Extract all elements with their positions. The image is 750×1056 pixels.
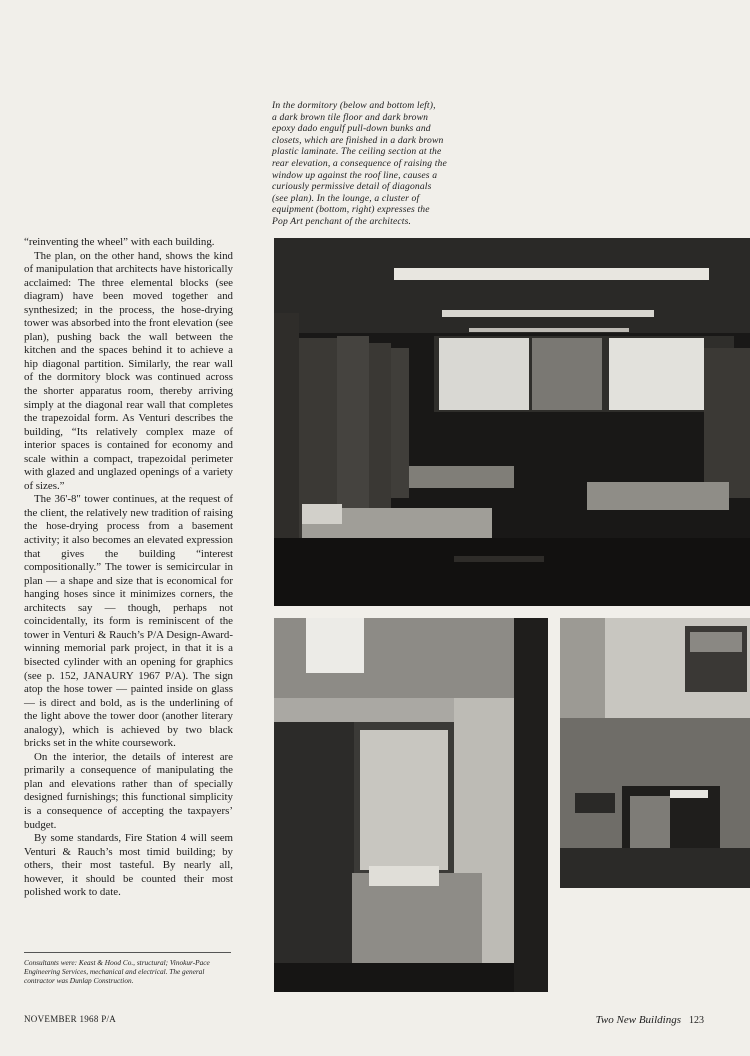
caption-line: a dark brown tile floor and dark brown [272, 111, 429, 123]
photo-caption [272, 100, 487, 228]
dormitory-photo [274, 238, 750, 606]
caption-line: In the dormitory (below and bottom left), [272, 100, 436, 111]
caption-line: window up against the roof line, causes a [272, 169, 438, 181]
caption-line: Pop Art penchant of the architects. [272, 215, 412, 227]
bunk-photo [274, 618, 548, 992]
body-paragraph: By some standards, Fire Station 4 will seem Venturi & Rauch’s most timid building; by others, their most tasteful. By nearly all, however, it should be counted their most polished work to date. [24, 832, 233, 899]
footer-section [596, 1014, 704, 1026]
footer-issue: NOVEMBER 1968 P/A [24, 1014, 117, 1024]
body-paragraph: On the interior, the details of interest are primarily a consequence of manipulating the plan and elevations rather than of specially designed furnishings; this functional simplicity is a consequence of accepting the taxpayers’ budget. [24, 750, 233, 831]
footer-section-title: Two New Buildings [595, 1014, 681, 1026]
caption-line: curiously permissive detail of diagonals [272, 181, 432, 193]
caption-line: plastic laminate. The ceiling section at the [272, 146, 442, 158]
article-body [24, 236, 233, 900]
body-paragraph: The 36'-8" tower continues, at the request of the client, the relatively new tradition of raising the hose-drying process from a basement activity; it also becomes an elevated expression that gives the building “interest compositionally.” The tower is semicircular in plan — a shape and size that is economical for hanging hoses since it minimizes corners, the architects say — though, perhaps not coincidentally, its form is reminiscent of the tower in Venturi & Rauch’s P/A Design-Award-winning memorial park project, in that it is a bisected cylinder with an opening for graphics (see p. 152, JANAURY 1967 P/A). The sign atop the hose tower — painted inside on glass — is direct and bold, as is the underlining of the light above the tower door (another literary analogy), which is achieved by two black bricks set in the white coursework. [24, 493, 233, 750]
credits-divider [24, 952, 231, 953]
caption-line: equipment (bottom, right) expresses the [272, 204, 430, 216]
caption-line: (see plan). In the lounge, a cluster of [272, 192, 420, 204]
body-paragraph: “reinventing the wheel” with each building. [24, 236, 215, 248]
caption-line: closets, which are finished in a dark brown [272, 134, 444, 146]
page-number: 123 [689, 1015, 704, 1026]
credits-note: Consultants were: Keast & Hood Co., structural; Vinokur-Pace Engineering Services, mechanical and electrical. The general contractor was Dunlap Construction. [24, 958, 210, 985]
lounge-photo [560, 618, 750, 888]
caption-line: rear elevation, a consequence of raising the [272, 157, 447, 169]
body-paragraph: The plan, on the other hand, shows the kind of manipulation that architects have historically acclaimed: The three elemental blocks (see diagram) have been moved together and synthesized; in the process, the hose-drying tower was absorbed into the front elevation (see plan), pushing back the wall between the kitchen and the spaces behind it to achieve a hip diagonal partition. Similarly, the rear wall of the dormitory block was continued across the shorter apparatus room, thereby arriving simply at the diagonal rear wall that completes the trapezoidal form. As Venturi describes the building, “Its relatively complex maze of interior spaces is contained for economy and scale within a compact, trapezoidal perimeter with glazed and unglazed openings of a variety of sizes.” [24, 249, 233, 492]
caption-line: epoxy dado engulf pull-down bunks and [272, 123, 431, 135]
